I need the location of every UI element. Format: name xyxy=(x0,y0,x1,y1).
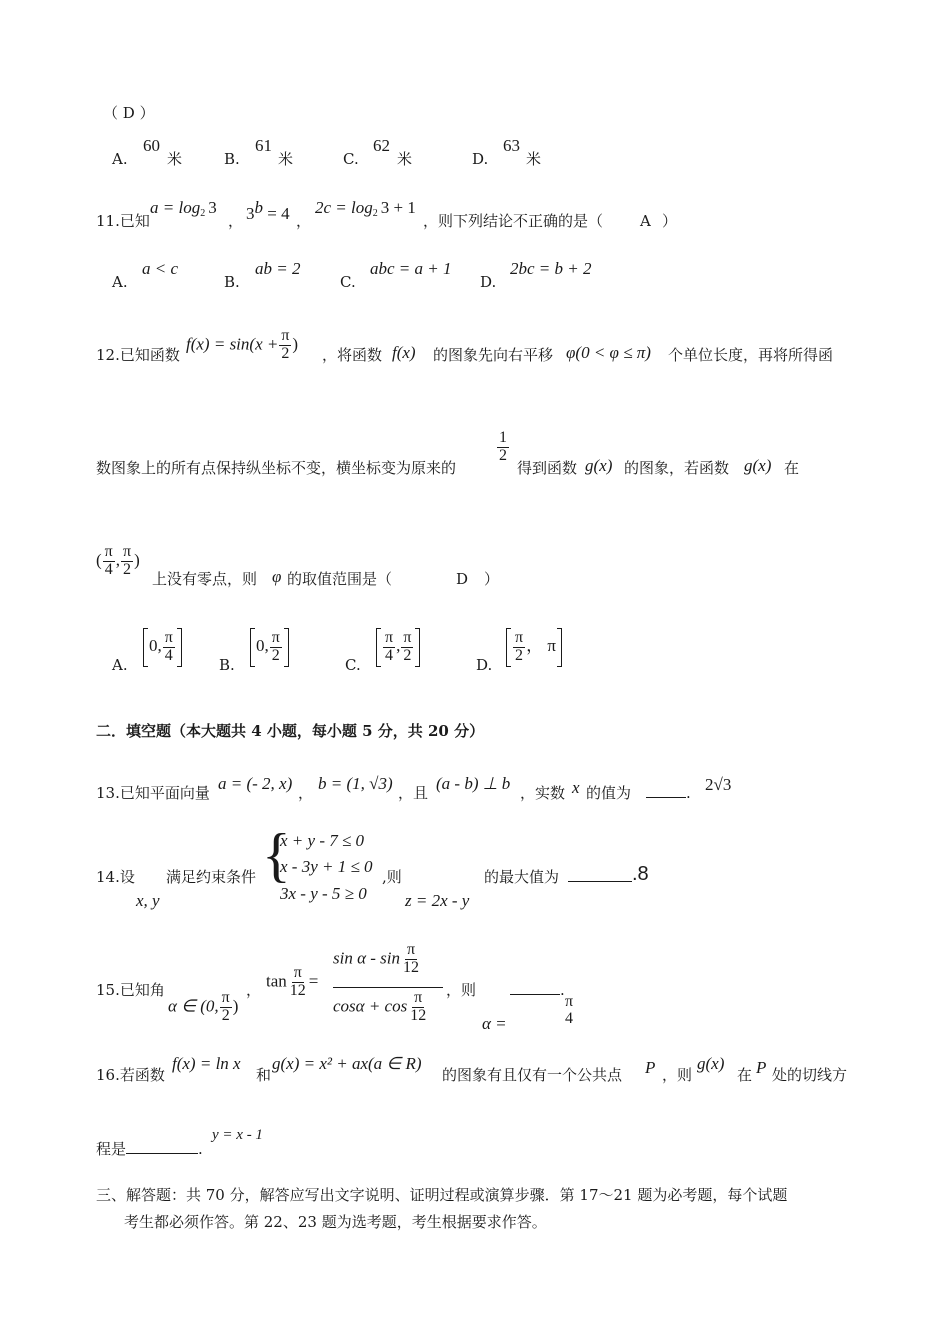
q11-number: 11.已知 xyxy=(96,212,150,230)
q10-option-a-unit: 米 xyxy=(167,150,183,168)
q16-P-1: P xyxy=(645,1058,656,1077)
q12-gx-1: g(x) xyxy=(585,456,613,475)
q12-phi: φ xyxy=(272,567,282,586)
q16-f: f(x) = ln x xyxy=(172,1054,241,1073)
q15-alpha-eq: α = xyxy=(482,1014,507,1033)
q12-option-c-interval: $\frac{\pi}{4}$ , $\frac{\pi}{2}$ xyxy=(376,628,420,667)
q12-option-d-label: D. xyxy=(476,656,493,674)
q12-fx: f(x) xyxy=(392,343,416,362)
q11-option-d-expr: 2bc = b + 2 xyxy=(510,259,592,278)
q10-option-c-value: 62 xyxy=(373,136,390,155)
q10-option-b-unit: 米 xyxy=(278,150,294,168)
q11-option-b-expr: ab = 2 xyxy=(255,259,301,278)
q12-text-8: 上没有零点，则 xyxy=(152,570,258,588)
q13-x: x xyxy=(572,778,580,797)
q16-answer: y = x - 1 xyxy=(212,1127,263,1143)
q10-option-a-value: 60 xyxy=(143,136,160,155)
q14-objective: z = 2x - y xyxy=(405,891,470,910)
q11-question-text: ，则下列结论不正确的是（ xyxy=(423,212,604,230)
q12-shift: φ(0 < φ ≤ π) xyxy=(566,343,651,362)
q14-constraint-1: x + y - 7 ≤ 0 xyxy=(280,831,365,850)
q11-option-a-label: A. xyxy=(112,273,128,291)
q10-option-a-label: A. xyxy=(112,150,128,168)
q16-and: 和 xyxy=(256,1066,272,1084)
q13-vector-a: a = (- 2, x) xyxy=(218,774,293,793)
q12-text-6: 的图象，若函数 xyxy=(624,459,730,477)
q11-option-d-label: D. xyxy=(480,273,497,291)
q12-interval: ( $\frac{\pi}{4}$ , $\frac{\pi}{2}$ ) xyxy=(96,543,140,578)
q10-option-b-label: B. xyxy=(224,150,240,168)
q15-number: 15.已知角 xyxy=(96,981,165,999)
q15-text-1: ， xyxy=(246,981,262,999)
q12-option-d-interval: $\frac{\pi}{2}$ ， π xyxy=(506,628,562,667)
q16-text-5: 程是 . xyxy=(96,1140,203,1158)
q11-sep-2: ， xyxy=(296,212,312,230)
q16-number: 16.若函数 xyxy=(96,1066,165,1084)
q13-vector-b: b = (1, √3) xyxy=(318,774,393,793)
q15-text-2: ，则 xyxy=(446,981,477,999)
q12-option-b-label: B. xyxy=(219,656,235,674)
q10-option-c-label: C. xyxy=(343,150,359,168)
q11-close: ） xyxy=(662,212,678,230)
q16-g: g(x) = x² + ax(a ∈ R) xyxy=(272,1054,422,1073)
q14-constraint-3: 3x - y - 5 ≥ 0 xyxy=(280,883,367,903)
q10-option-b-value: 61 xyxy=(255,136,272,155)
section-3-line-1: 三、解答题：共 70 分，解答应写出文字说明、证明过程或演算步骤．第 17～21 题为必考题，每个试题 xyxy=(96,1186,788,1204)
q16-text-2: ，则 xyxy=(662,1066,693,1084)
q11-condition-c: $2c = \log_2 3 + 1$ xyxy=(315,198,416,219)
q11-option-b-label: B. xyxy=(224,273,240,291)
q15-tan-expression: tan $\frac{\pi}{12}$ = xyxy=(266,964,319,999)
q13-blank: . xyxy=(646,784,691,802)
q10-option-d-unit: 米 xyxy=(526,150,542,168)
q13-text-2: ，实数 xyxy=(520,784,566,802)
q12-text-1: ，将函数 xyxy=(322,346,383,364)
q14-text-1: 满足约束条件 xyxy=(166,868,257,886)
q12-option-a-label: A. xyxy=(112,656,128,674)
q14-brace: { xyxy=(262,822,291,888)
q10-option-d-label: D. xyxy=(472,150,489,168)
section-3-line-2: 考生都必须作答。第 22、23 题为选考题，考生根据要求作答。 xyxy=(124,1213,547,1231)
q11-answer: A xyxy=(640,212,651,230)
q16-text-4: 处的切线方 xyxy=(772,1066,848,1084)
q12-number: 12.已知函数 xyxy=(96,346,180,364)
q15-fraction-numerator: sin α - sin $\frac{\pi}{12}$ xyxy=(333,942,443,988)
q15-fraction-denominator: cosα + cos $\frac{\pi}{12}$ xyxy=(333,989,427,1024)
q11-option-a-expr: a < c xyxy=(142,259,179,278)
q11-condition-b: $3^b = 4$ xyxy=(246,198,290,223)
q13-answer: 2√3 xyxy=(705,775,732,794)
q11-option-c-label: C. xyxy=(340,273,356,291)
q10-option-d-value: 63 xyxy=(503,136,520,155)
q13-text-3: 的值为 xyxy=(586,784,632,802)
q13-perp: (a - b) ⊥ b xyxy=(436,774,511,793)
q11-condition-a: $a = \log_2 3$ xyxy=(150,198,217,219)
q10-answer-line: （ D ） xyxy=(103,104,155,122)
q12-half: $\frac{1}{2}$ xyxy=(499,429,507,464)
q12-option-c-label: C. xyxy=(345,656,361,674)
q12-function: f(x) = sin(x + $\frac{\pi}{2}$ ) xyxy=(186,327,299,362)
q15-blank: . xyxy=(510,981,565,999)
q16-text-1: 的图象有且仅有一个公共点 xyxy=(442,1066,623,1084)
q12-text-5: 得到函数 xyxy=(517,459,578,477)
q14-blank xyxy=(568,868,632,886)
q16-gx: g(x) xyxy=(697,1054,725,1073)
q13-sep: ， xyxy=(298,784,314,802)
q14-answer: .8 xyxy=(632,863,649,885)
q12-text-3: 个单位长度，再将所得函 xyxy=(668,346,834,364)
q12-option-b-interval: 0, $\frac{\pi}{2}$ xyxy=(250,628,289,667)
q11-sep-1: ， xyxy=(228,212,244,230)
q13-text-1: ，且 xyxy=(398,784,429,802)
q16-text-3: 在 xyxy=(737,1066,753,1084)
q12-answer: D xyxy=(456,570,469,588)
q12-gx-2: g(x) xyxy=(744,456,772,475)
q11-option-c-expr: abc = a + 1 xyxy=(370,259,452,278)
q15-answer: π 4 xyxy=(565,993,574,1027)
q13-number: 13.已知平面向量 xyxy=(96,784,210,802)
q14-constraint-2: x - 3y + 1 ≤ 0 xyxy=(280,857,373,877)
q12-text-2: 的图象先向右平移 xyxy=(433,346,554,364)
q14-number: 14.设 xyxy=(96,868,135,886)
q12-close: ） xyxy=(484,570,500,588)
q10-option-c-unit: 米 xyxy=(397,150,413,168)
q12-text-4: 数图象上的所有点保持纵坐标不变，横坐标变为原来的 xyxy=(96,459,457,477)
q14-vars: x, y xyxy=(136,891,160,910)
q14-constraints xyxy=(280,828,373,907)
q16-P-2: P xyxy=(756,1058,767,1077)
q14-text-2: ,则 xyxy=(382,868,402,886)
q15-domain: α ∈ (0, $\frac{\pi}{2}$ ) xyxy=(168,989,239,1024)
q12-option-a-interval: 0, $\frac{\pi}{4}$ xyxy=(143,628,182,667)
q12-text-9: 的取值范围是（ xyxy=(287,570,393,588)
q14-text-3: 的最大值为 xyxy=(484,868,560,886)
q12-text-7: 在 xyxy=(784,459,800,477)
section-2-heading: 二．填空题（本大题共 4 小题，每小题 5 分，共 20 分） xyxy=(96,722,485,740)
